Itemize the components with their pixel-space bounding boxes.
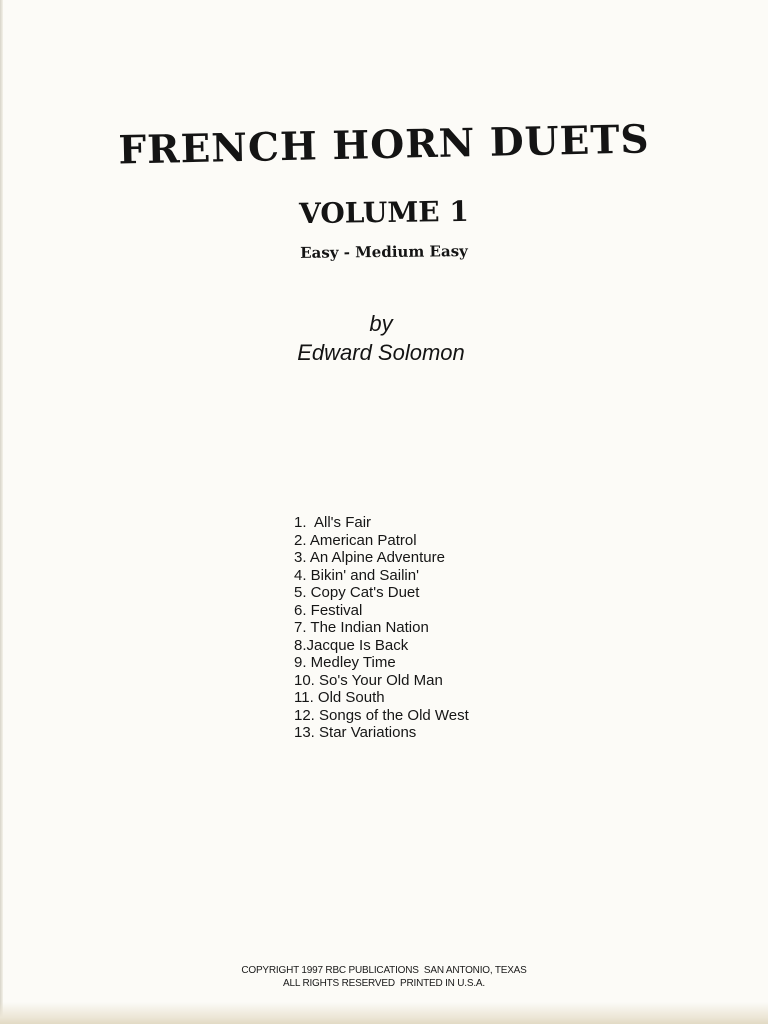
author-name: Edward Solomon [297,340,465,365]
contents-item: 1. All's Fair [294,514,372,531]
contents-item: 6. Festival [294,601,363,619]
copyright-notice [0,964,768,990]
contents-item: 12. Songs of the Old West [294,706,469,724]
contents-item: 4. Bikin' and Sailin' [294,566,419,584]
book-title: FRENCH HORN DUETS [117,116,651,174]
contents-item: 10. So's Your Old Man [294,671,443,689]
difficulty-label: Easy - Medium Easy [300,242,468,262]
page-bottom-edge [0,1002,768,1024]
copyright-line-1: COPYRIGHT 1997 RBC PUBLICATIONS SAN ANTONIO, TEXAS [241,965,527,976]
contents-item: 5. Copy Cat's Duet [294,584,420,601]
volume-label: VOLUME 1 [298,194,470,231]
by-label: by [369,311,393,336]
contents-item: 11. Old South [294,689,385,706]
contents-item: 8.Jacque Is Back [294,636,409,654]
contents-list [294,514,469,742]
copyright-line-2: ALL RIGHTS RESERVED PRINTED IN U.S.A. [283,978,485,989]
contents-item: 9. Medley Time [294,654,396,671]
contents-item: 7. The Indian Nation [294,619,429,636]
contents-item: 3. An Alpine Adventure [294,549,445,566]
contents-item: 13. Star Variations [294,724,417,741]
contents-item: 2. American Patrol [294,531,417,549]
